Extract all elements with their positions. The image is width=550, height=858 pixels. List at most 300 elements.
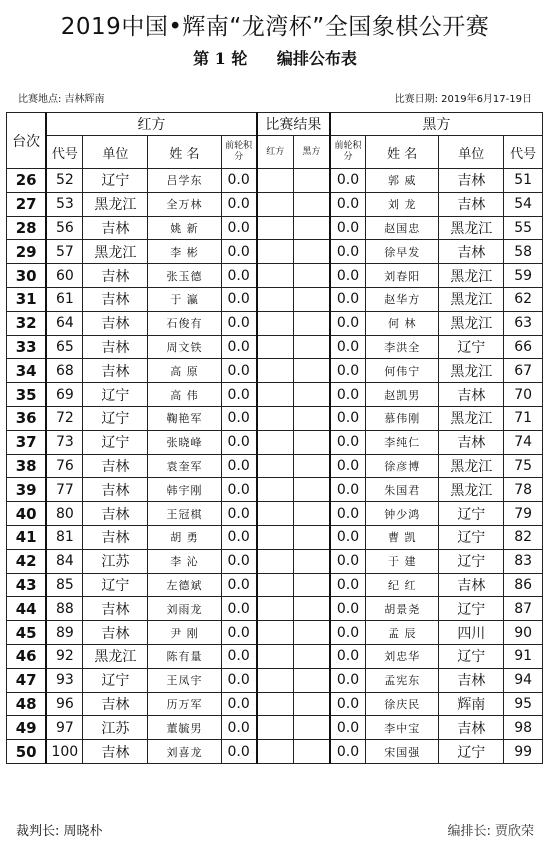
black-code-cell: 86: [504, 573, 543, 597]
black-name-cell: 李纯仁: [366, 430, 439, 454]
result-black-cell: [293, 335, 330, 359]
red-name-cell: 于 瀛: [148, 287, 221, 311]
red-prev-score-cell: 0.0: [221, 740, 257, 764]
table-number-cell: 27: [7, 192, 47, 216]
red-unit-cell: 黑龙江: [83, 240, 148, 264]
black-code-cell: 51: [504, 169, 543, 193]
result-red-cell: [257, 240, 294, 264]
black-unit-cell: 黑龙江: [439, 454, 504, 478]
table-row: [7, 406, 543, 430]
black-name-cell: 刘 龙: [366, 192, 439, 216]
red-prev-score-cell: 0.0: [221, 597, 257, 621]
result-black-cell: [293, 525, 330, 549]
black-unit-cell: 辽宁: [439, 335, 504, 359]
table-number-cell: 41: [7, 525, 47, 549]
red-code-cell: 57: [46, 240, 83, 264]
red-unit-cell: 吉林: [83, 359, 148, 383]
red-code-cell: 88: [46, 597, 83, 621]
black-name-cell: 李洪全: [366, 335, 439, 359]
result-red-cell: [257, 478, 294, 502]
red-code-cell: 84: [46, 549, 83, 573]
black-unit-cell: 辽宁: [439, 502, 504, 526]
black-unit-cell: 辉南: [439, 692, 504, 716]
black-code-cell: 98: [504, 716, 543, 740]
table-row: [7, 430, 543, 454]
black-unit-cell: 吉林: [439, 430, 504, 454]
black-name-cell: 赵凯男: [366, 383, 439, 407]
red-unit-cell: 辽宁: [83, 573, 148, 597]
result-black-cell: [293, 240, 330, 264]
red-prev-score-cell: 0.0: [221, 359, 257, 383]
result-red-cell: [257, 287, 294, 311]
black-code-header: 代号: [504, 136, 543, 169]
subtitle: [0, 46, 550, 69]
black-code-cell: 58: [504, 240, 543, 264]
red-name-cell: 尹 刚: [148, 621, 221, 645]
red-code-cell: 64: [46, 311, 83, 335]
result-black-cell: [293, 287, 330, 311]
red-prev-score-cell: 0.0: [221, 573, 257, 597]
black-name-cell: 孟 辰: [366, 621, 439, 645]
red-name-cell: 刘雨龙: [148, 597, 221, 621]
table-number-cell: 42: [7, 549, 47, 573]
result-black-cell: [293, 668, 330, 692]
black-prev-score-cell: 0.0: [330, 264, 366, 288]
result-black-cell: [293, 621, 330, 645]
black-unit-cell: 吉林: [439, 169, 504, 193]
header-row-2: [7, 136, 543, 169]
red-code-cell: 76: [46, 454, 83, 478]
result-red-cell: [257, 502, 294, 526]
red-unit-cell: 辽宁: [83, 383, 148, 407]
table-number-cell: 35: [7, 383, 47, 407]
round-label: 第 1 轮: [193, 49, 248, 68]
red-code-cell: 97: [46, 716, 83, 740]
red-prev-score-cell: 0.0: [221, 383, 257, 407]
red-name-cell: 韩宇刚: [148, 478, 221, 502]
black-unit-cell: 黑龙江: [439, 359, 504, 383]
black-unit-cell: 黑龙江: [439, 311, 504, 335]
red-code-cell: 73: [46, 430, 83, 454]
result-red-header: 红方: [257, 136, 294, 169]
black-code-cell: 90: [504, 621, 543, 645]
table-row: [7, 264, 543, 288]
table-label: 编排公布表: [276, 49, 357, 68]
result-black-cell: [293, 192, 330, 216]
black-prev-score-cell: 0.0: [330, 525, 366, 549]
table-number-cell: 43: [7, 573, 47, 597]
black-name-cell: 刘春阳: [366, 264, 439, 288]
result-black-cell: [293, 169, 330, 193]
table-number-cell: 50: [7, 740, 47, 764]
red-score-header: 前轮积分: [221, 136, 257, 169]
black-name-cell: 何 林: [366, 311, 439, 335]
red-prev-score-cell: 0.0: [221, 644, 257, 668]
black-name-cell: 孟宪东: [366, 668, 439, 692]
table-row: [7, 192, 543, 216]
result-red-cell: [257, 430, 294, 454]
red-code-cell: 85: [46, 573, 83, 597]
table-number-cell: 40: [7, 502, 47, 526]
black-name-cell: 徐早发: [366, 240, 439, 264]
black-name-cell: 曹 凯: [366, 525, 439, 549]
red-code-cell: 56: [46, 216, 83, 240]
black-name-cell: 赵国忠: [366, 216, 439, 240]
result-red-cell: [257, 406, 294, 430]
red-prev-score-cell: 0.0: [221, 549, 257, 573]
red-name-cell: 胡 勇: [148, 525, 221, 549]
referee-text: 裁判长: 周晓朴: [16, 824, 103, 839]
col-table-no-header: 台次: [7, 113, 47, 169]
date-text: 比赛日期: 2019年6月17-19日: [394, 94, 532, 105]
result-red-cell: [257, 740, 294, 764]
table-number-cell: 45: [7, 621, 47, 645]
red-prev-score-cell: 0.0: [221, 454, 257, 478]
result-red-cell: [257, 335, 294, 359]
result-red-cell: [257, 359, 294, 383]
red-code-cell: 93: [46, 668, 83, 692]
black-code-cell: 54: [504, 192, 543, 216]
table-number-cell: 48: [7, 692, 47, 716]
table-row: [7, 692, 543, 716]
red-name-cell: 王凤宇: [148, 668, 221, 692]
red-prev-score-cell: 0.0: [221, 311, 257, 335]
venue-text: 比赛地点: 吉林辉南: [18, 94, 105, 105]
result-red-cell: [257, 216, 294, 240]
result-black-header: 黑方: [293, 136, 330, 169]
red-name-cell: 石俊有: [148, 311, 221, 335]
table-row: [7, 359, 543, 383]
result-black-cell: [293, 502, 330, 526]
table-row: [7, 335, 543, 359]
result-red-cell: [257, 454, 294, 478]
table-number-cell: 39: [7, 478, 47, 502]
black-prev-score-cell: 0.0: [330, 692, 366, 716]
table-row: [7, 549, 543, 573]
red-prev-score-cell: 0.0: [221, 192, 257, 216]
result-black-cell: [293, 740, 330, 764]
red-code-header: 代号: [46, 136, 83, 169]
red-name-cell: 袁奎军: [148, 454, 221, 478]
black-name-cell: 何伟宁: [366, 359, 439, 383]
black-side-header: 黑方: [330, 113, 543, 136]
red-code-cell: 77: [46, 478, 83, 502]
result-red-cell: [257, 597, 294, 621]
red-code-cell: 53: [46, 192, 83, 216]
black-name-cell: 胡景尧: [366, 597, 439, 621]
black-name-cell: 钟少鸿: [366, 502, 439, 526]
red-unit-cell: 吉林: [83, 597, 148, 621]
red-prev-score-cell: 0.0: [221, 169, 257, 193]
red-code-cell: 72: [46, 406, 83, 430]
red-name-cell: 鞠艳军: [148, 406, 221, 430]
red-prev-score-cell: 0.0: [221, 716, 257, 740]
black-prev-score-cell: 0.0: [330, 383, 366, 407]
red-unit-cell: 辽宁: [83, 668, 148, 692]
red-unit-cell: 辽宁: [83, 430, 148, 454]
result-red-cell: [257, 525, 294, 549]
result-black-cell: [293, 573, 330, 597]
table-number-cell: 37: [7, 430, 47, 454]
red-prev-score-cell: 0.0: [221, 406, 257, 430]
table-row: [7, 287, 543, 311]
result-black-cell: [293, 597, 330, 621]
black-prev-score-cell: 0.0: [330, 740, 366, 764]
red-code-cell: 68: [46, 359, 83, 383]
black-unit-cell: 黑龙江: [439, 264, 504, 288]
result-black-cell: [293, 311, 330, 335]
red-unit-cell: 江苏: [83, 716, 148, 740]
table-row: [7, 644, 543, 668]
result-red-cell: [257, 573, 294, 597]
black-prev-score-cell: 0.0: [330, 478, 366, 502]
black-prev-score-cell: 0.0: [330, 192, 366, 216]
red-name-cell: 陈有量: [148, 644, 221, 668]
red-prev-score-cell: 0.0: [221, 525, 257, 549]
red-code-cell: 96: [46, 692, 83, 716]
black-prev-score-cell: 0.0: [330, 716, 366, 740]
red-unit-cell: 吉林: [83, 740, 148, 764]
red-prev-score-cell: 0.0: [221, 430, 257, 454]
red-code-cell: 65: [46, 335, 83, 359]
table-row: [7, 383, 543, 407]
black-prev-score-cell: 0.0: [330, 359, 366, 383]
red-unit-cell: 吉林: [83, 692, 148, 716]
black-name-cell: 刘忠华: [366, 644, 439, 668]
red-unit-cell: 黑龙江: [83, 644, 148, 668]
red-name-cell: 历万军: [148, 692, 221, 716]
black-name-cell: 郭 威: [366, 169, 439, 193]
red-unit-cell: 吉林: [83, 502, 148, 526]
black-code-cell: 59: [504, 264, 543, 288]
result-black-cell: [293, 454, 330, 478]
black-unit-cell: 辽宁: [439, 525, 504, 549]
black-code-cell: 63: [504, 311, 543, 335]
table-row: [7, 240, 543, 264]
black-unit-cell: 吉林: [439, 573, 504, 597]
black-unit-cell: 吉林: [439, 240, 504, 264]
black-unit-cell: 黑龙江: [439, 406, 504, 430]
result-black-cell: [293, 264, 330, 288]
red-prev-score-cell: 0.0: [221, 216, 257, 240]
result-black-cell: [293, 430, 330, 454]
red-name-cell: 张晓峰: [148, 430, 221, 454]
black-code-cell: 99: [504, 740, 543, 764]
pairing-rows: [7, 169, 543, 764]
black-unit-header: 单位: [439, 136, 504, 169]
black-code-cell: 66: [504, 335, 543, 359]
table-number-cell: 28: [7, 216, 47, 240]
black-name-cell: 宋国强: [366, 740, 439, 764]
pairing-table: [6, 112, 543, 764]
table-number-cell: 47: [7, 668, 47, 692]
table-row: [7, 454, 543, 478]
result-red-cell: [257, 621, 294, 645]
result-black-cell: [293, 549, 330, 573]
black-name-cell: 慕伟刚: [366, 406, 439, 430]
black-name-cell: 徐彦博: [366, 454, 439, 478]
black-prev-score-cell: 0.0: [330, 549, 366, 573]
red-name-cell: 刘喜龙: [148, 740, 221, 764]
red-unit-cell: 吉林: [83, 454, 148, 478]
red-unit-cell: 吉林: [83, 525, 148, 549]
table-number-cell: 32: [7, 311, 47, 335]
black-name-cell: 纪 红: [366, 573, 439, 597]
black-prev-score-cell: 0.0: [330, 621, 366, 645]
table-number-cell: 29: [7, 240, 47, 264]
red-name-cell: 董毓男: [148, 716, 221, 740]
red-name-cell: 王冠棋: [148, 502, 221, 526]
black-code-cell: 95: [504, 692, 543, 716]
red-unit-cell: 吉林: [83, 621, 148, 645]
table-row: [7, 525, 543, 549]
red-name-cell: 高 伟: [148, 383, 221, 407]
table-row: [7, 740, 543, 764]
result-black-cell: [293, 216, 330, 240]
result-black-cell: [293, 644, 330, 668]
black-prev-score-cell: 0.0: [330, 597, 366, 621]
red-code-cell: 61: [46, 287, 83, 311]
table-row: [7, 216, 543, 240]
result-black-cell: [293, 406, 330, 430]
black-unit-cell: 四川: [439, 621, 504, 645]
black-code-cell: 87: [504, 597, 543, 621]
red-name-cell: 吕学东: [148, 169, 221, 193]
red-code-cell: 69: [46, 383, 83, 407]
black-prev-score-cell: 0.0: [330, 668, 366, 692]
black-name-cell: 于 建: [366, 549, 439, 573]
result-header: 比赛结果: [257, 113, 330, 136]
black-prev-score-cell: 0.0: [330, 454, 366, 478]
black-unit-cell: 吉林: [439, 668, 504, 692]
black-prev-score-cell: 0.0: [330, 430, 366, 454]
table-number-cell: 49: [7, 716, 47, 740]
red-code-cell: 80: [46, 502, 83, 526]
table-number-cell: 31: [7, 287, 47, 311]
red-name-cell: 姚 新: [148, 216, 221, 240]
red-code-cell: 100: [46, 740, 83, 764]
table-number-cell: 33: [7, 335, 47, 359]
black-code-cell: 75: [504, 454, 543, 478]
result-red-cell: [257, 383, 294, 407]
result-black-cell: [293, 716, 330, 740]
red-unit-cell: 辽宁: [83, 406, 148, 430]
result-black-cell: [293, 692, 330, 716]
result-red-cell: [257, 644, 294, 668]
table-row: [7, 311, 543, 335]
black-name-cell: 朱国君: [366, 478, 439, 502]
black-prev-score-cell: 0.0: [330, 502, 366, 526]
red-side-header: 红方: [46, 113, 256, 136]
black-code-cell: 83: [504, 549, 543, 573]
red-unit-cell: 黑龙江: [83, 192, 148, 216]
black-unit-cell: 黑龙江: [439, 287, 504, 311]
red-prev-score-cell: 0.0: [221, 502, 257, 526]
table-number-cell: 46: [7, 644, 47, 668]
table-row: [7, 621, 543, 645]
red-unit-header: 单位: [83, 136, 148, 169]
black-name-cell: 徐庆民: [366, 692, 439, 716]
black-prev-score-cell: 0.0: [330, 644, 366, 668]
red-unit-cell: 吉林: [83, 478, 148, 502]
red-prev-score-cell: 0.0: [221, 287, 257, 311]
black-unit-cell: 吉林: [439, 716, 504, 740]
header-row-1: [7, 113, 543, 136]
red-code-cell: 89: [46, 621, 83, 645]
black-code-cell: 91: [504, 644, 543, 668]
black-unit-cell: 吉林: [439, 192, 504, 216]
red-prev-score-cell: 0.0: [221, 240, 257, 264]
black-prev-score-cell: 0.0: [330, 287, 366, 311]
result-black-cell: [293, 383, 330, 407]
black-score-header: 前轮积分: [330, 136, 366, 169]
red-unit-cell: 吉林: [83, 216, 148, 240]
result-red-cell: [257, 692, 294, 716]
black-prev-score-cell: 0.0: [330, 240, 366, 264]
result-black-cell: [293, 359, 330, 383]
result-red-cell: [257, 716, 294, 740]
red-unit-cell: 吉林: [83, 335, 148, 359]
black-name-cell: 李中宝: [366, 716, 439, 740]
table-row: [7, 502, 543, 526]
black-unit-cell: 黑龙江: [439, 478, 504, 502]
red-prev-score-cell: 0.0: [221, 264, 257, 288]
red-prev-score-cell: 0.0: [221, 335, 257, 359]
table-row: [7, 716, 543, 740]
table-row: [7, 573, 543, 597]
table-row: [7, 597, 543, 621]
red-unit-cell: 吉林: [83, 264, 148, 288]
black-code-cell: 70: [504, 383, 543, 407]
black-name-cell: 赵华方: [366, 287, 439, 311]
table-number-cell: 38: [7, 454, 47, 478]
result-red-cell: [257, 668, 294, 692]
result-red-cell: [257, 311, 294, 335]
red-unit-cell: 吉林: [83, 311, 148, 335]
black-code-cell: 78: [504, 478, 543, 502]
red-unit-cell: 辽宁: [83, 169, 148, 193]
table-number-cell: 36: [7, 406, 47, 430]
result-red-cell: [257, 264, 294, 288]
red-name-header: 姓 名: [148, 136, 221, 169]
table-number-cell: 34: [7, 359, 47, 383]
red-unit-cell: 江苏: [83, 549, 148, 573]
red-code-cell: 81: [46, 525, 83, 549]
black-prev-score-cell: 0.0: [330, 573, 366, 597]
result-red-cell: [257, 192, 294, 216]
result-black-cell: [293, 478, 330, 502]
black-prev-score-cell: 0.0: [330, 169, 366, 193]
red-prev-score-cell: 0.0: [221, 478, 257, 502]
red-name-cell: 李 沁: [148, 549, 221, 573]
black-prev-score-cell: 0.0: [330, 311, 366, 335]
red-code-cell: 60: [46, 264, 83, 288]
black-code-cell: 71: [504, 406, 543, 430]
black-code-cell: 94: [504, 668, 543, 692]
red-name-cell: 左德斌: [148, 573, 221, 597]
result-red-cell: [257, 549, 294, 573]
black-prev-score-cell: 0.0: [330, 406, 366, 430]
black-code-cell: 82: [504, 525, 543, 549]
black-name-header: 姓 名: [366, 136, 439, 169]
black-unit-cell: 辽宁: [439, 644, 504, 668]
red-name-cell: 全万林: [148, 192, 221, 216]
red-name-cell: 高 原: [148, 359, 221, 383]
table-number-cell: 26: [7, 169, 47, 193]
table-row: [7, 478, 543, 502]
red-prev-score-cell: 0.0: [221, 621, 257, 645]
red-name-cell: 李 彬: [148, 240, 221, 264]
